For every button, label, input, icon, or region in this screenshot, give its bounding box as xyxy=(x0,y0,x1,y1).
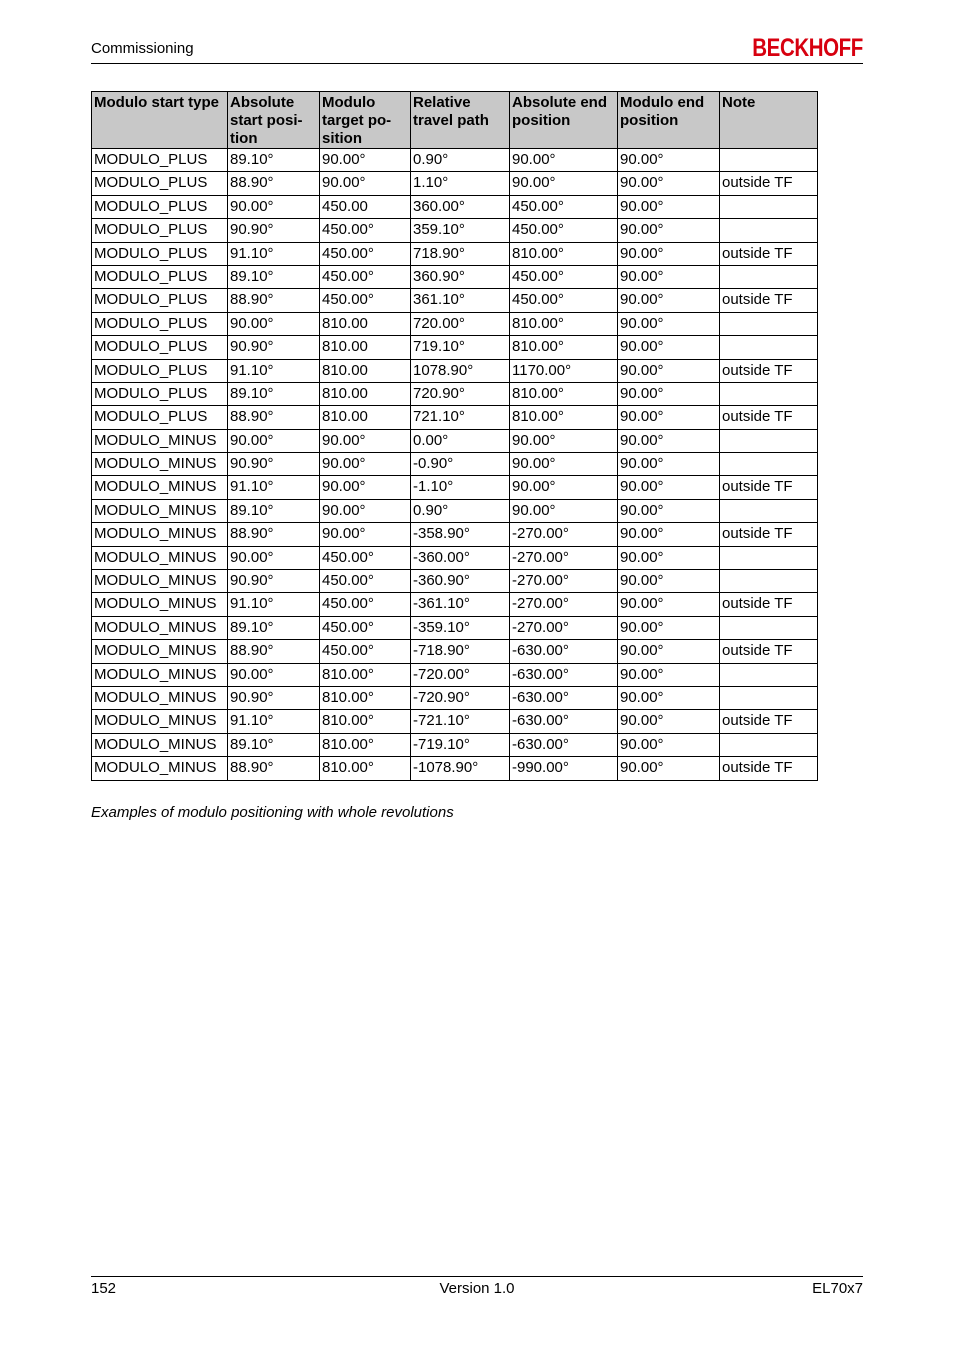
table-cell: MODULO_PLUS xyxy=(92,172,228,195)
table-row xyxy=(92,663,818,686)
table-cell: 90.00° xyxy=(618,265,720,288)
table-cell: 89.10° xyxy=(228,499,320,522)
table-cell xyxy=(720,429,818,452)
table-cell: 810.00° xyxy=(320,710,411,733)
footer-divider xyxy=(91,1276,863,1277)
table-cell xyxy=(720,616,818,639)
table-cell: 450.00° xyxy=(320,289,411,312)
table-cell: MODULO_PLUS xyxy=(92,265,228,288)
table-cell: 90.00° xyxy=(618,242,720,265)
table-cell: -718.90° xyxy=(411,640,510,663)
table-cell: 89.10° xyxy=(228,733,320,756)
table-cell xyxy=(720,195,818,218)
table-cell: 810.00° xyxy=(320,733,411,756)
table-cell: 450.00° xyxy=(320,570,411,593)
table-cell: 89.10° xyxy=(228,265,320,288)
table-cell: 90.90° xyxy=(228,570,320,593)
table-cell: 450.00° xyxy=(320,616,411,639)
table-row xyxy=(92,616,818,639)
table-row xyxy=(92,640,818,663)
table-cell: 90.00° xyxy=(618,382,720,405)
table-row xyxy=(92,172,818,195)
table-row xyxy=(92,242,818,265)
table-cell: MODULO_MINUS xyxy=(92,757,228,780)
table-cell: 88.90° xyxy=(228,757,320,780)
table-cell: MODULO_MINUS xyxy=(92,663,228,686)
table-cell: 450.00° xyxy=(320,265,411,288)
table-cell: 810.00 xyxy=(320,336,411,359)
table-cell: outside TF xyxy=(720,242,818,265)
table-cell: MODULO_MINUS xyxy=(92,429,228,452)
table-cell: 810.00° xyxy=(320,663,411,686)
version-label: Version 1.0 xyxy=(439,1280,515,1297)
column-header: Modulo end position xyxy=(618,92,720,149)
table-cell: -1078.90° xyxy=(411,757,510,780)
table-caption: Examples of modulo positioning with whole revolutions xyxy=(91,804,454,821)
table-cell: outside TF xyxy=(720,757,818,780)
table-cell: 89.10° xyxy=(228,616,320,639)
table-cell: 450.00° xyxy=(510,195,618,218)
table-cell: MODULO_MINUS xyxy=(92,640,228,663)
table-cell: 90.00° xyxy=(320,453,411,476)
table-cell: 90.00° xyxy=(618,453,720,476)
table-cell: -270.00° xyxy=(510,593,618,616)
table-cell: 91.10° xyxy=(228,359,320,382)
table-cell: 450.00° xyxy=(320,593,411,616)
table-cell xyxy=(720,686,818,709)
table-cell: 90.00° xyxy=(228,312,320,335)
table-cell: 90.00° xyxy=(320,523,411,546)
table-cell: -720.90° xyxy=(411,686,510,709)
table-cell: 90.00° xyxy=(618,195,720,218)
table-cell: 88.90° xyxy=(228,523,320,546)
table-cell: 90.00° xyxy=(618,289,720,312)
table-cell: MODULO_MINUS xyxy=(92,499,228,522)
table-row xyxy=(92,336,818,359)
table-cell: 0.00° xyxy=(411,429,510,452)
table-cell xyxy=(720,336,818,359)
table-cell: 90.00° xyxy=(228,429,320,452)
table-cell: 90.00° xyxy=(618,616,720,639)
table-cell: -0.90° xyxy=(411,453,510,476)
table-cell: 810.00° xyxy=(510,242,618,265)
table-cell: 90.90° xyxy=(228,453,320,476)
table-cell: 1.10° xyxy=(411,172,510,195)
column-header: Modulo start type xyxy=(92,92,228,149)
table-cell: -270.00° xyxy=(510,523,618,546)
table-row xyxy=(92,453,818,476)
table-row xyxy=(92,686,818,709)
column-header: Absolute end position xyxy=(510,92,618,149)
table-cell: -270.00° xyxy=(510,570,618,593)
table-cell: -630.00° xyxy=(510,663,618,686)
table-cell: outside TF xyxy=(720,476,818,499)
table-cell: -630.00° xyxy=(510,710,618,733)
table-cell: 89.10° xyxy=(228,149,320,172)
table-cell: MODULO_PLUS xyxy=(92,219,228,242)
table-cell xyxy=(720,312,818,335)
table-cell: 91.10° xyxy=(228,476,320,499)
table-cell: MODULO_MINUS xyxy=(92,453,228,476)
table-cell: 810.00° xyxy=(510,312,618,335)
table-cell xyxy=(720,663,818,686)
table-cell: 90.00° xyxy=(228,546,320,569)
table-cell: 88.90° xyxy=(228,289,320,312)
table-cell: -630.00° xyxy=(510,686,618,709)
table-row xyxy=(92,710,818,733)
page-number: 152 xyxy=(91,1280,117,1297)
table-cell: -1.10° xyxy=(411,476,510,499)
table-cell: outside TF xyxy=(720,710,818,733)
table-cell: 91.10° xyxy=(228,242,320,265)
table-cell: 359.10° xyxy=(411,219,510,242)
table-cell: outside TF xyxy=(720,406,818,429)
table-cell: 90.00° xyxy=(320,149,411,172)
table-cell: -360.00° xyxy=(411,546,510,569)
table-cell: MODULO_MINUS xyxy=(92,616,228,639)
table-cell: -270.00° xyxy=(510,546,618,569)
table-cell: 90.90° xyxy=(228,219,320,242)
table-row xyxy=(92,546,818,569)
table-cell: MODULO_PLUS xyxy=(92,195,228,218)
table-cell: 90.00° xyxy=(618,733,720,756)
table-row xyxy=(92,382,818,405)
table-row xyxy=(92,593,818,616)
table-cell: 90.00° xyxy=(228,195,320,218)
table-cell: 360.00° xyxy=(411,195,510,218)
table-cell: -358.90° xyxy=(411,523,510,546)
table-cell: 361.10° xyxy=(411,289,510,312)
table-cell: 90.00° xyxy=(618,686,720,709)
table-cell: 719.10° xyxy=(411,336,510,359)
table-cell: 810.00° xyxy=(510,406,618,429)
table-cell: 90.00° xyxy=(510,453,618,476)
table-cell: 88.90° xyxy=(228,172,320,195)
table-cell: 90.00° xyxy=(618,640,720,663)
table-cell: 90.00° xyxy=(510,149,618,172)
table-cell: 360.90° xyxy=(411,265,510,288)
table-cell: 90.00° xyxy=(618,359,720,382)
beckhoff-logo: BECKHOFF xyxy=(752,34,863,62)
table-row xyxy=(92,476,818,499)
table-cell: MODULO_MINUS xyxy=(92,593,228,616)
table-cell xyxy=(720,219,818,242)
table-cell: 90.00° xyxy=(618,499,720,522)
table-cell xyxy=(720,382,818,405)
table-row xyxy=(92,289,818,312)
column-header: Note xyxy=(720,92,818,149)
table-cell: MODULO_MINUS xyxy=(92,710,228,733)
table-cell: 450.00° xyxy=(510,289,618,312)
table-cell: MODULO_PLUS xyxy=(92,242,228,265)
table-cell: -270.00° xyxy=(510,616,618,639)
table-cell: 91.10° xyxy=(228,593,320,616)
table-cell: 90.00° xyxy=(510,476,618,499)
table-cell: 718.90° xyxy=(411,242,510,265)
table-cell: 90.00° xyxy=(618,406,720,429)
table-cell: MODULO_PLUS xyxy=(92,312,228,335)
table-cell: 450.00° xyxy=(510,265,618,288)
table-cell: 810.00 xyxy=(320,406,411,429)
table-cell: -630.00° xyxy=(510,640,618,663)
table-cell: 90.00° xyxy=(510,172,618,195)
table-row xyxy=(92,359,818,382)
table-cell: 810.00 xyxy=(320,312,411,335)
table-cell: 88.90° xyxy=(228,406,320,429)
table-cell: MODULO_MINUS xyxy=(92,523,228,546)
table-cell: 720.90° xyxy=(411,382,510,405)
table-cell: MODULO_MINUS xyxy=(92,476,228,499)
table-row xyxy=(92,195,818,218)
table-row xyxy=(92,265,818,288)
table-cell: 90.00° xyxy=(618,546,720,569)
table-cell: outside TF xyxy=(720,289,818,312)
table-cell: MODULO_PLUS xyxy=(92,359,228,382)
table-cell: 450.00° xyxy=(320,546,411,569)
product-name: EL70x7 xyxy=(812,1280,863,1297)
table-cell: 90.00° xyxy=(618,570,720,593)
table-cell: 721.10° xyxy=(411,406,510,429)
table-cell: MODULO_PLUS xyxy=(92,149,228,172)
table-cell: 90.90° xyxy=(228,686,320,709)
table-cell xyxy=(720,453,818,476)
table-cell: -359.10° xyxy=(411,616,510,639)
table-cell: -360.90° xyxy=(411,570,510,593)
table-cell: 90.00° xyxy=(510,429,618,452)
table-row xyxy=(92,499,818,522)
table-cell: 450.00° xyxy=(320,219,411,242)
table-cell: MODULO_MINUS xyxy=(92,733,228,756)
table-cell: outside TF xyxy=(720,172,818,195)
table-cell: 90.00° xyxy=(510,499,618,522)
table-cell: outside TF xyxy=(720,640,818,663)
table-cell: 810.00° xyxy=(320,686,411,709)
table-cell: -361.10° xyxy=(411,593,510,616)
table-cell: 810.00 xyxy=(320,359,411,382)
table-cell: -719.10° xyxy=(411,733,510,756)
table-cell: -720.00° xyxy=(411,663,510,686)
table-cell: 810.00° xyxy=(510,382,618,405)
table-cell: 89.10° xyxy=(228,382,320,405)
table-cell: outside TF xyxy=(720,359,818,382)
table-cell: 90.00° xyxy=(618,710,720,733)
table-row xyxy=(92,429,818,452)
table-cell: 90.00° xyxy=(618,523,720,546)
column-header: Modulo target po-sition xyxy=(320,92,411,149)
table-cell: 90.00° xyxy=(618,429,720,452)
table-cell: 0.90° xyxy=(411,499,510,522)
table-cell: 450.00° xyxy=(510,219,618,242)
table-cell: MODULO_PLUS xyxy=(92,289,228,312)
table-row xyxy=(92,570,818,593)
table-cell: 90.00° xyxy=(618,593,720,616)
table-row xyxy=(92,406,818,429)
table-cell: -630.00° xyxy=(510,733,618,756)
table-row xyxy=(92,757,818,780)
table-cell: MODULO_MINUS xyxy=(92,686,228,709)
table-cell: 90.00° xyxy=(618,336,720,359)
section-title: Commissioning xyxy=(91,40,194,57)
table-cell: 1170.00° xyxy=(510,359,618,382)
table-cell xyxy=(720,733,818,756)
table-cell: 0.90° xyxy=(411,149,510,172)
table-cell: MODULO_MINUS xyxy=(92,570,228,593)
table-row xyxy=(92,733,818,756)
table-cell: 90.00° xyxy=(320,172,411,195)
table-cell: -721.10° xyxy=(411,710,510,733)
table-cell: 90.90° xyxy=(228,336,320,359)
table-cell: 90.00° xyxy=(618,149,720,172)
table-cell: 90.00° xyxy=(320,499,411,522)
table-row xyxy=(92,312,818,335)
table-cell: 90.00° xyxy=(228,663,320,686)
table-cell: 90.00° xyxy=(618,312,720,335)
table-cell: 90.00° xyxy=(618,172,720,195)
table-row xyxy=(92,219,818,242)
column-header: Absolute start posi-tion xyxy=(228,92,320,149)
table-cell: MODULO_PLUS xyxy=(92,336,228,359)
table-cell: 810.00° xyxy=(320,757,411,780)
table-cell: MODULO_MINUS xyxy=(92,546,228,569)
table-cell xyxy=(720,570,818,593)
table-cell: 810.00° xyxy=(510,336,618,359)
table-cell: 90.00° xyxy=(618,663,720,686)
table-cell: 1078.90° xyxy=(411,359,510,382)
table-cell: -990.00° xyxy=(510,757,618,780)
table-cell: 450.00° xyxy=(320,640,411,663)
table-cell: 90.00° xyxy=(320,429,411,452)
table-row xyxy=(92,149,818,172)
table-cell: outside TF xyxy=(720,593,818,616)
table-cell: 91.10° xyxy=(228,710,320,733)
table-cell: 810.00 xyxy=(320,382,411,405)
table-body xyxy=(92,149,818,781)
table-cell xyxy=(720,149,818,172)
column-header: Relative travel path xyxy=(411,92,510,149)
table-cell: outside TF xyxy=(720,523,818,546)
table-cell: 90.00° xyxy=(320,476,411,499)
header-divider xyxy=(91,63,863,64)
table-cell: 88.90° xyxy=(228,640,320,663)
table-cell: MODULO_PLUS xyxy=(92,382,228,405)
table-cell xyxy=(720,546,818,569)
table-cell: 90.00° xyxy=(618,757,720,780)
table-cell xyxy=(720,499,818,522)
table-cell: 450.00 xyxy=(320,195,411,218)
table-cell: 90.00° xyxy=(618,476,720,499)
table-header-row xyxy=(92,92,818,149)
table-cell xyxy=(720,265,818,288)
table-row xyxy=(92,523,818,546)
table-cell: 450.00° xyxy=(320,242,411,265)
table-cell: 720.00° xyxy=(411,312,510,335)
table-cell: 90.00° xyxy=(618,219,720,242)
modulo-positioning-table xyxy=(91,91,818,781)
table-cell: MODULO_PLUS xyxy=(92,406,228,429)
